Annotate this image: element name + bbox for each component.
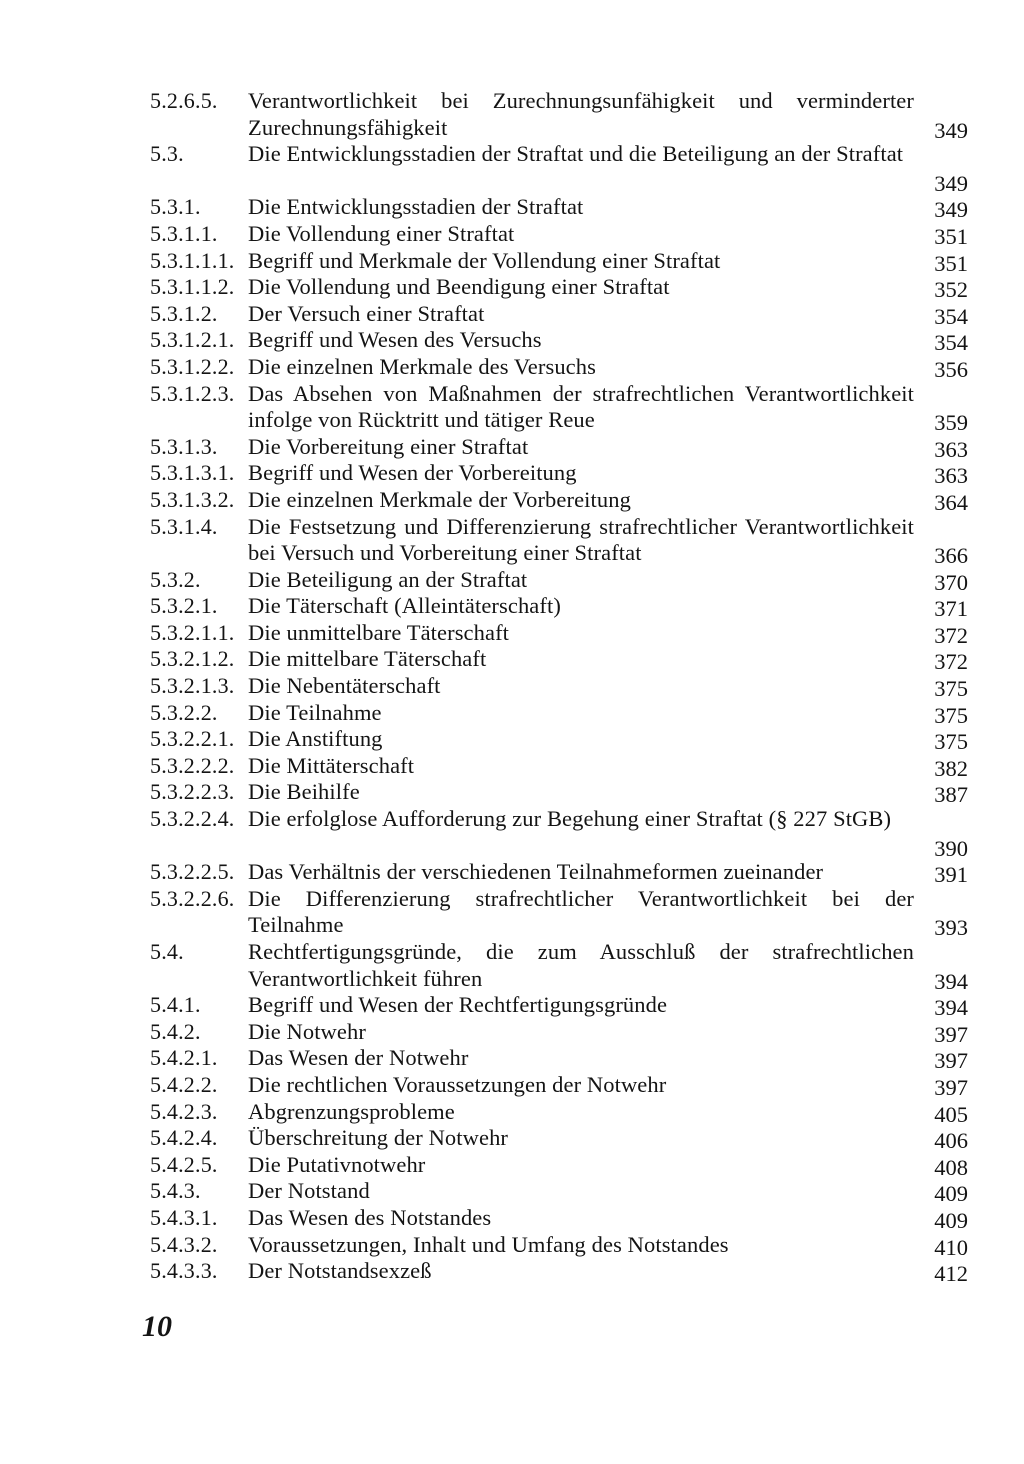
toc-entry-page: 352 — [934, 277, 968, 303]
toc-entry — [150, 487, 980, 514]
toc-entry-title: Das Verhältnis der verschiedenen Teilnahmeformen zueinander — [248, 859, 824, 885]
toc-entry-title: Die rechtlichen Voraussetzungen der Notwehr — [248, 1071, 667, 1097]
toc-entry — [150, 620, 980, 647]
toc-entry-page: 354 — [934, 330, 968, 356]
toc-entry — [150, 1205, 980, 1232]
toc-entry-title: Das Wesen der Notwehr — [248, 1045, 469, 1071]
toc-entry-page: 408 — [934, 1154, 968, 1180]
toc-entry — [150, 1099, 980, 1126]
toc-entry-page: 397 — [934, 1048, 968, 1074]
toc-entry-page: 349 — [934, 197, 968, 223]
toc-entry-number: 5.4.3. — [150, 1178, 201, 1204]
toc-entry — [150, 806, 980, 859]
toc-entry-number: 5.4.3.1. — [150, 1204, 218, 1230]
toc-entry-number: 5.4.3.2. — [150, 1231, 218, 1257]
toc-entry-title: Die Entwicklungsstadien der Straftat und die Beteiligung an der Straftat — [248, 141, 904, 167]
toc-entry-title: Der Versuch einer Straftat — [248, 300, 485, 326]
toc-entry-number: 5.3.1.2.1. — [150, 327, 235, 353]
toc-entry-title: Abgrenzungsprobleme — [248, 1098, 455, 1124]
toc-entry-page: 359 — [934, 410, 968, 436]
toc-entry-title: Begriff und Merkmale der Vollendung einer Straftat — [248, 247, 721, 273]
toc-entry-title: Die mittelbare Täterschaft — [248, 646, 487, 672]
toc-entry-page: 387 — [934, 782, 968, 808]
toc-entry-page: 356 — [934, 356, 968, 382]
toc-entry-page: 390 — [934, 835, 968, 861]
toc-entry-number: 5.3.1. — [150, 194, 201, 220]
toc-entry-number: 5.3.1.4. — [150, 513, 218, 539]
toc-entry-page: 366 — [934, 543, 968, 569]
toc-entry-number: 5.3.1.1.2. — [150, 274, 235, 300]
toc-entry-number: 5.4.2.3. — [150, 1098, 218, 1124]
toc-entry-number: 5.4. — [150, 939, 184, 964]
toc-entry — [150, 673, 980, 700]
toc-entry-page: 412 — [934, 1261, 968, 1287]
toc-entry-number: 5.4.3.3. — [150, 1258, 218, 1284]
toc-entry-page: 391 — [934, 862, 968, 888]
toc-entry — [150, 567, 980, 594]
toc-entry-number: 5.3.1.3.1. — [150, 460, 235, 486]
toc-entry-page: 410 — [934, 1234, 968, 1260]
toc-entry — [150, 194, 980, 221]
toc-entry — [150, 460, 980, 487]
toc-entry-title: Die Putativnotwehr — [248, 1151, 426, 1177]
toc-entry-page: 397 — [934, 1074, 968, 1100]
toc-entry-title: Die Teilnahme — [248, 699, 382, 725]
toc-entry — [150, 1125, 980, 1152]
toc-entry-title: Die Vorbereitung einer Straftat — [248, 433, 529, 459]
toc-entry-page: 393 — [934, 915, 968, 941]
toc-entry — [150, 859, 980, 886]
toc-entry — [150, 141, 980, 194]
toc-entry-title: Die einzelnen Merkmale des Versuchs — [248, 353, 596, 379]
toc-entry-number: 5.3.2.2.3. — [150, 779, 235, 805]
toc-entry-title: Die erfolglose Aufforderung zur Begehung einer Straftat (§ 227 StGB) — [248, 806, 892, 832]
toc-entry-page: 394 — [934, 995, 968, 1021]
toc-entry-title: Die Beteiligung an der Straftat — [248, 566, 528, 592]
toc-entry — [150, 221, 980, 248]
toc-entry-title: Die Vollendung und Beendigung einer Straftat — [248, 274, 670, 300]
toc-entry-page: 351 — [934, 250, 968, 276]
toc-entry-title: Die Vollendung einer Straftat — [248, 220, 515, 246]
toc-entry-number: 5.3.2.2.6. — [150, 885, 235, 911]
toc-entry-number: 5.3.2.2.4. — [150, 806, 235, 832]
toc-entry-title: Die Anstiftung — [248, 726, 383, 752]
toc-entry — [150, 88, 980, 141]
toc-entry-page: 382 — [934, 755, 968, 781]
toc-entry — [150, 1178, 980, 1205]
toc-entry-number: 5.4.2.4. — [150, 1125, 218, 1151]
toc-entry-page: 394 — [934, 968, 968, 994]
toc-entry-title: Überschreitung der Notwehr — [248, 1125, 509, 1151]
toc-entry-title: Voraussetzungen, Inhalt und Umfang des Notstandes — [248, 1231, 729, 1257]
toc-entry-number: 5.3.2.2.2. — [150, 752, 235, 778]
toc-entry-page: 405 — [934, 1101, 968, 1127]
toc-entry-page: 406 — [934, 1128, 968, 1154]
toc-entry-title: Der Notstandsexzeß — [248, 1258, 432, 1284]
toc-entry-title: Der Notstand — [248, 1178, 370, 1204]
toc-entry-title: Begriff und Wesen der Vorbereitung — [248, 460, 577, 486]
toc-entry — [150, 1019, 980, 1046]
toc-entry — [150, 354, 980, 381]
toc-entry-title: Die Nebentäterschaft — [248, 673, 441, 699]
toc-entry — [150, 779, 980, 806]
toc-entry-number: 5.3.1.2.3. — [150, 380, 235, 406]
toc-entry-page: 409 — [934, 1181, 968, 1207]
toc-entry-title: Die Mittäterschaft — [248, 752, 415, 778]
toc-entry-title: Begriff und Wesen der Rechtfertigungsgründe — [248, 992, 668, 1018]
toc-entry-title: Die Notwehr — [248, 1018, 366, 1044]
toc-entry — [150, 381, 980, 434]
toc-entry-number: 5.3.1.3. — [150, 433, 218, 459]
toc-entry-number: 5.3.2.1. — [150, 593, 218, 619]
toc-entry-page: 397 — [934, 1021, 968, 1047]
toc-entry-title: Die Festsetzung und Differenzierung strafrechtlicher Verantwortlichkeit bei Versuch und Vorbereitung einer Straftat — [248, 513, 914, 566]
toc-entry-title: Die unmittelbare Täterschaft — [248, 619, 510, 645]
toc-entry — [150, 1072, 980, 1099]
toc-entry-number: 5.4.1. — [150, 992, 201, 1018]
table-of-contents — [150, 88, 980, 1285]
toc-entry-title: Die einzelnen Merkmale der Vorbereitung — [248, 486, 631, 512]
toc-entry-page: 363 — [934, 463, 968, 489]
page-number: 10 — [142, 1310, 172, 1343]
toc-entry-page: 375 — [934, 729, 968, 755]
toc-entry-number: 5.4.2.5. — [150, 1151, 218, 1177]
toc-entry-page: 349 — [934, 117, 968, 143]
toc-entry — [150, 646, 980, 673]
toc-entry-page: 372 — [934, 622, 968, 648]
toc-entry — [150, 514, 980, 567]
toc-entry-page: 363 — [934, 436, 968, 462]
toc-entry — [150, 1258, 980, 1285]
toc-entry — [150, 301, 980, 328]
toc-entry — [150, 274, 980, 301]
toc-entry-number: 5.4.2.1. — [150, 1045, 218, 1071]
toc-entry-title: Begriff und Wesen des Versuchs — [248, 327, 542, 353]
toc-entry-page: 372 — [934, 649, 968, 675]
toc-entry-number: 5.2.6.5. — [150, 88, 218, 113]
toc-entry-page: 370 — [934, 569, 968, 595]
toc-entry-title: Verantwortlichkeit bei Zurechnungsunfähigkeit und verminderter Zurechnungsfähigkeit — [248, 88, 914, 140]
toc-entry — [150, 1232, 980, 1259]
toc-entry-page: 371 — [934, 596, 968, 622]
toc-entry-title: Rechtfertigungsgründe, die zum Ausschluß der strafrechtlichen Verantwortlichkeit führen — [248, 939, 914, 991]
toc-entry-page: 349 — [934, 170, 968, 196]
toc-entry-number: 5.3.1.1. — [150, 220, 218, 246]
toc-entry — [150, 327, 980, 354]
toc-entry — [150, 593, 980, 620]
toc-entry-title: Die Beihilfe — [248, 779, 360, 805]
toc-entry-number: 5.3. — [150, 141, 184, 167]
toc-entry-title: Die Entwicklungsstadien der Straftat — [248, 194, 584, 220]
toc-entry-number: 5.3.1.1.1. — [150, 247, 235, 273]
toc-entry-number: 5.3.2.1.1. — [150, 619, 235, 645]
toc-entry — [150, 1045, 980, 1072]
toc-entry-number: 5.3.1.2.2. — [150, 353, 235, 379]
toc-entry — [150, 434, 980, 461]
toc-entry-title: Das Wesen des Notstandes — [248, 1204, 492, 1230]
toc-entry-page: 364 — [934, 489, 968, 515]
toc-entry — [150, 248, 980, 275]
toc-entry — [150, 726, 980, 753]
toc-entry — [150, 1152, 980, 1179]
toc-entry-number: 5.3.1.2. — [150, 300, 218, 326]
toc-entry — [150, 939, 980, 992]
toc-entry-title: Die Differenzierung strafrechtlicher Verantwortlichkeit bei der Teilnahme — [248, 885, 914, 938]
toc-entry-number: 5.3.1.3.2. — [150, 486, 235, 512]
toc-entry-number: 5.4.2.2. — [150, 1071, 218, 1097]
toc-entry — [150, 700, 980, 727]
toc-entry-title: Das Absehen von Maßnahmen der strafrechtlichen Verantwortlichkeit infolge von Rücktritt und tätiger Reue — [248, 380, 914, 433]
toc-entry — [150, 753, 980, 780]
toc-entry-title: Die Täterschaft (Alleintäterschaft) — [248, 593, 561, 619]
toc-entry — [150, 992, 980, 1019]
toc-entry-number: 5.3.2. — [150, 566, 201, 592]
toc-entry-page: 375 — [934, 676, 968, 702]
toc-entry-page: 409 — [934, 1207, 968, 1233]
toc-entry-page: 375 — [934, 702, 968, 728]
toc-entry-number: 5.3.2.2.1. — [150, 726, 235, 752]
toc-entry-number: 5.3.2.1.3. — [150, 673, 235, 699]
toc-entry-number: 5.3.2.1.2. — [150, 646, 235, 672]
toc-entry-page: 354 — [934, 303, 968, 329]
toc-entry-number: 5.3.2.2.5. — [150, 859, 235, 885]
toc-entry-number: 5.4.2. — [150, 1018, 201, 1044]
toc-entry-number: 5.3.2.2. — [150, 699, 218, 725]
toc-entry — [150, 886, 980, 939]
toc-entry-page: 351 — [934, 223, 968, 249]
